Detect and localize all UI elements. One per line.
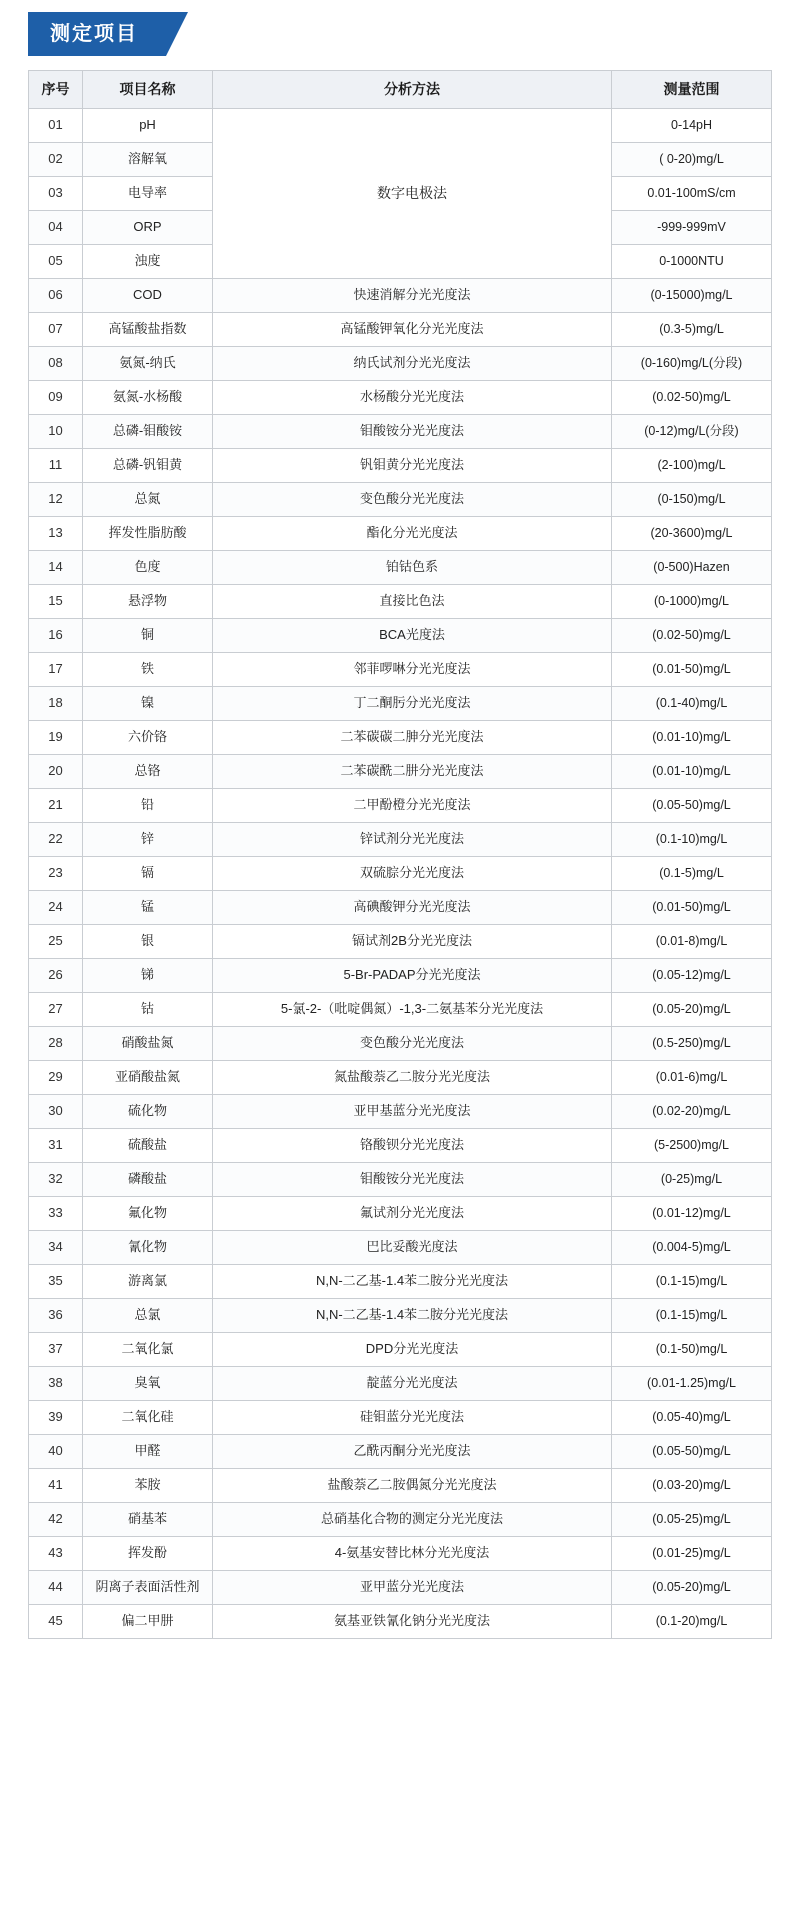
cell-item-name: 锰 xyxy=(83,891,213,925)
table-row xyxy=(29,789,772,823)
cell-no: 01 xyxy=(29,109,83,143)
cell-no: 04 xyxy=(29,211,83,245)
cell-no: 23 xyxy=(29,857,83,891)
table-row xyxy=(29,925,772,959)
cell-no: 19 xyxy=(29,721,83,755)
cell-no: 20 xyxy=(29,755,83,789)
cell-range: (20-3600)mg/L xyxy=(612,517,772,551)
cell-method: 水杨酸分光光度法 xyxy=(213,381,612,415)
cell-no: 43 xyxy=(29,1537,83,1571)
cell-no: 45 xyxy=(29,1605,83,1639)
cell-item-name: 挥发酚 xyxy=(83,1537,213,1571)
table-row xyxy=(29,959,772,993)
table-row xyxy=(29,1333,772,1367)
cell-item-name: 铅 xyxy=(83,789,213,823)
cell-item-name: 二氧化硅 xyxy=(83,1401,213,1435)
cell-method: 二苯碳碳二胂分光光度法 xyxy=(213,721,612,755)
table-row xyxy=(29,483,772,517)
cell-no: 11 xyxy=(29,449,83,483)
cell-method: 总硝基化合物的测定分光光度法 xyxy=(213,1503,612,1537)
column-header-name: 项目名称 xyxy=(83,71,213,109)
cell-item-name: 氰化物 xyxy=(83,1231,213,1265)
cell-item-name: 亚硝酸盐氮 xyxy=(83,1061,213,1095)
page-title: 测定项目 xyxy=(28,12,166,56)
cell-no: 05 xyxy=(29,245,83,279)
cell-no: 27 xyxy=(29,993,83,1027)
cell-no: 14 xyxy=(29,551,83,585)
cell-method: 直接比色法 xyxy=(213,585,612,619)
cell-method: 4-氨基安替比林分光光度法 xyxy=(213,1537,612,1571)
page-root xyxy=(0,12,800,1667)
table-row xyxy=(29,1435,772,1469)
cell-no: 44 xyxy=(29,1571,83,1605)
table-header-row xyxy=(29,71,772,109)
cell-method: 氟试剂分光光度法 xyxy=(213,1197,612,1231)
cell-range: (0.05-25)mg/L xyxy=(612,1503,772,1537)
cell-range: (0.01-8)mg/L xyxy=(612,925,772,959)
column-header-range: 测量范围 xyxy=(612,71,772,109)
cell-method: 5-Br-PADAP分光光度法 xyxy=(213,959,612,993)
table-row xyxy=(29,857,772,891)
cell-item-name: 游离氯 xyxy=(83,1265,213,1299)
table-row xyxy=(29,993,772,1027)
cell-range: (0.02-50)mg/L xyxy=(612,381,772,415)
cell-method: BCA光度法 xyxy=(213,619,612,653)
cell-range: 0.01-100mS/cm xyxy=(612,177,772,211)
page-header xyxy=(0,12,800,70)
table-row xyxy=(29,1129,772,1163)
table-row xyxy=(29,585,772,619)
cell-item-name: 六价铬 xyxy=(83,721,213,755)
cell-range: (0.01-1.25)mg/L xyxy=(612,1367,772,1401)
cell-no: 18 xyxy=(29,687,83,721)
cell-method: 巴比妥酸光度法 xyxy=(213,1231,612,1265)
cell-item-name: 总磷-钼酸铵 xyxy=(83,415,213,449)
cell-method: 盐酸萘乙二胺偶氮分光光度法 xyxy=(213,1469,612,1503)
table-row xyxy=(29,619,772,653)
column-header-method: 分析方法 xyxy=(213,71,612,109)
cell-no: 40 xyxy=(29,1435,83,1469)
table-row xyxy=(29,347,772,381)
cell-range: (0-15000)mg/L xyxy=(612,279,772,313)
cell-item-name: 臭氧 xyxy=(83,1367,213,1401)
cell-range: (0.3-5)mg/L xyxy=(612,313,772,347)
table-row xyxy=(29,381,772,415)
cell-range: (0.1-15)mg/L xyxy=(612,1299,772,1333)
cell-method-merged: 数字电极法 xyxy=(213,109,612,279)
cell-method: 靛蓝分光光度法 xyxy=(213,1367,612,1401)
cell-range: (2-100)mg/L xyxy=(612,449,772,483)
table-row xyxy=(29,415,772,449)
cell-no: 36 xyxy=(29,1299,83,1333)
cell-range: (0.05-12)mg/L xyxy=(612,959,772,993)
cell-method: 钼酸铵分光光度法 xyxy=(213,1163,612,1197)
cell-no: 09 xyxy=(29,381,83,415)
cell-no: 41 xyxy=(29,1469,83,1503)
table-row xyxy=(29,1061,772,1095)
table-row xyxy=(29,1503,772,1537)
cell-no: 03 xyxy=(29,177,83,211)
cell-item-name: 色度 xyxy=(83,551,213,585)
cell-no: 26 xyxy=(29,959,83,993)
cell-method: 高锰酸钾氧化分光光度法 xyxy=(213,313,612,347)
cell-method: 快速消解分光光度法 xyxy=(213,279,612,313)
cell-no: 15 xyxy=(29,585,83,619)
table-row xyxy=(29,1231,772,1265)
cell-item-name: 溶解氧 xyxy=(83,143,213,177)
table-row xyxy=(29,687,772,721)
table-row xyxy=(29,279,772,313)
cell-method: 钒钼黄分光光度法 xyxy=(213,449,612,483)
cell-range: (0.1-40)mg/L xyxy=(612,687,772,721)
table-row xyxy=(29,1095,772,1129)
table-row xyxy=(29,517,772,551)
cell-range: (0.05-50)mg/L xyxy=(612,789,772,823)
table-row xyxy=(29,449,772,483)
table-row xyxy=(29,551,772,585)
cell-range: (0-500)Hazen xyxy=(612,551,772,585)
cell-item-name: ORP xyxy=(83,211,213,245)
cell-range: (0.01-10)mg/L xyxy=(612,755,772,789)
cell-range: 0-1000NTU xyxy=(612,245,772,279)
table-row xyxy=(29,1367,772,1401)
cell-item-name: 二氧化氯 xyxy=(83,1333,213,1367)
measurement-items-table xyxy=(28,70,772,1639)
cell-range: (0.01-25)mg/L xyxy=(612,1537,772,1571)
cell-no: 21 xyxy=(29,789,83,823)
cell-range: (0.03-20)mg/L xyxy=(612,1469,772,1503)
cell-method: 纳氏试剂分光光度法 xyxy=(213,347,612,381)
table-row xyxy=(29,755,772,789)
cell-range: (0-160)mg/L(分段) xyxy=(612,347,772,381)
table-row xyxy=(29,1299,772,1333)
cell-no: 22 xyxy=(29,823,83,857)
cell-method: 氮盐酸萘乙二胺分光光度法 xyxy=(213,1061,612,1095)
column-header-no: 序号 xyxy=(29,71,83,109)
cell-range: (0.01-50)mg/L xyxy=(612,653,772,687)
cell-item-name: pH xyxy=(83,109,213,143)
cell-item-name: 硫酸盐 xyxy=(83,1129,213,1163)
table-row xyxy=(29,1027,772,1061)
cell-no: 29 xyxy=(29,1061,83,1095)
cell-method: N,N-二乙基-1.4苯二胺分光光度法 xyxy=(213,1299,612,1333)
cell-item-name: 硝酸盐氮 xyxy=(83,1027,213,1061)
cell-no: 17 xyxy=(29,653,83,687)
cell-range: (0.01-10)mg/L xyxy=(612,721,772,755)
cell-method: 高碘酸钾分光光度法 xyxy=(213,891,612,925)
cell-method: 亚甲蓝分光光度法 xyxy=(213,1571,612,1605)
cell-no: 06 xyxy=(29,279,83,313)
table-row xyxy=(29,1163,772,1197)
table-row xyxy=(29,653,772,687)
cell-range: (0.05-40)mg/L xyxy=(612,1401,772,1435)
cell-method: 铂钴色系 xyxy=(213,551,612,585)
cell-no: 38 xyxy=(29,1367,83,1401)
cell-item-name: 悬浮物 xyxy=(83,585,213,619)
cell-method: 变色酸分光光度法 xyxy=(213,1027,612,1061)
cell-range: (0.05-20)mg/L xyxy=(612,993,772,1027)
cell-item-name: 总磷-钒钼黄 xyxy=(83,449,213,483)
cell-no: 12 xyxy=(29,483,83,517)
table-row xyxy=(29,721,772,755)
cell-range: (0.01-12)mg/L xyxy=(612,1197,772,1231)
cell-method: 镉试剂2B分光光度法 xyxy=(213,925,612,959)
cell-item-name: 氨氮-水杨酸 xyxy=(83,381,213,415)
table-row xyxy=(29,823,772,857)
cell-range: (0.004-5)mg/L xyxy=(612,1231,772,1265)
cell-no: 13 xyxy=(29,517,83,551)
cell-range: ( 0-20)mg/L xyxy=(612,143,772,177)
cell-no: 16 xyxy=(29,619,83,653)
cell-item-name: 镍 xyxy=(83,687,213,721)
cell-no: 02 xyxy=(29,143,83,177)
cell-item-name: 苯胺 xyxy=(83,1469,213,1503)
cell-no: 35 xyxy=(29,1265,83,1299)
cell-method: 硅钼蓝分光光度法 xyxy=(213,1401,612,1435)
cell-item-name: 总氯 xyxy=(83,1299,213,1333)
cell-item-name: 总氮 xyxy=(83,483,213,517)
cell-method: 双硫腙分光光度法 xyxy=(213,857,612,891)
cell-item-name: 总铬 xyxy=(83,755,213,789)
cell-no: 24 xyxy=(29,891,83,925)
cell-item-name: 高锰酸盐指数 xyxy=(83,313,213,347)
table-row xyxy=(29,1605,772,1639)
cell-no: 08 xyxy=(29,347,83,381)
cell-method: 酯化分光光度法 xyxy=(213,517,612,551)
cell-method: 锌试剂分光光度法 xyxy=(213,823,612,857)
cell-no: 42 xyxy=(29,1503,83,1537)
cell-range: (0.05-50)mg/L xyxy=(612,1435,772,1469)
cell-item-name: 浊度 xyxy=(83,245,213,279)
cell-no: 30 xyxy=(29,1095,83,1129)
cell-range: (0.5-250)mg/L xyxy=(612,1027,772,1061)
cell-method: N,N-二乙基-1.4苯二胺分光光度法 xyxy=(213,1265,612,1299)
cell-method: 二苯碳酰二肼分光光度法 xyxy=(213,755,612,789)
cell-range: -999-999mV xyxy=(612,211,772,245)
table-row xyxy=(29,1537,772,1571)
table-row xyxy=(29,1401,772,1435)
cell-no: 34 xyxy=(29,1231,83,1265)
cell-no: 28 xyxy=(29,1027,83,1061)
table-body xyxy=(29,109,772,1639)
cell-range: (0.1-5)mg/L xyxy=(612,857,772,891)
cell-range: (0.01-50)mg/L xyxy=(612,891,772,925)
cell-method: 丁二酮肟分光光度法 xyxy=(213,687,612,721)
cell-no: 32 xyxy=(29,1163,83,1197)
cell-method: 钼酸铵分光光度法 xyxy=(213,415,612,449)
cell-range: (5-2500)mg/L xyxy=(612,1129,772,1163)
cell-item-name: 镉 xyxy=(83,857,213,891)
cell-item-name: 磷酸盐 xyxy=(83,1163,213,1197)
cell-item-name: 硝基苯 xyxy=(83,1503,213,1537)
cell-item-name: 挥发性脂肪酸 xyxy=(83,517,213,551)
cell-range: (0.1-20)mg/L xyxy=(612,1605,772,1639)
cell-range: (0.02-20)mg/L xyxy=(612,1095,772,1129)
cell-range: (0.05-20)mg/L xyxy=(612,1571,772,1605)
table-row xyxy=(29,109,772,143)
table-row xyxy=(29,891,772,925)
cell-method: 变色酸分光光度法 xyxy=(213,483,612,517)
spec-table-container xyxy=(0,70,800,1667)
cell-method: 亚甲基蓝分光光度法 xyxy=(213,1095,612,1129)
table-row xyxy=(29,1571,772,1605)
cell-method: 5-氯-2-（吡啶偶氮）-1,3-二氨基苯分光光度法 xyxy=(213,993,612,1027)
cell-item-name: 铁 xyxy=(83,653,213,687)
cell-method: 邻菲啰啉分光光度法 xyxy=(213,653,612,687)
cell-item-name: 锌 xyxy=(83,823,213,857)
cell-item-name: 银 xyxy=(83,925,213,959)
cell-method: 乙酰丙酮分光光度法 xyxy=(213,1435,612,1469)
cell-method: 氨基亚铁氰化钠分光光度法 xyxy=(213,1605,612,1639)
cell-item-name: 阴离子表面活性剂 xyxy=(83,1571,213,1605)
cell-no: 39 xyxy=(29,1401,83,1435)
cell-item-name: 钴 xyxy=(83,993,213,1027)
cell-no: 10 xyxy=(29,415,83,449)
cell-item-name: 铜 xyxy=(83,619,213,653)
cell-range: (0-12)mg/L(分段) xyxy=(612,415,772,449)
cell-range: (0.1-50)mg/L xyxy=(612,1333,772,1367)
cell-method: 二甲酚橙分光光度法 xyxy=(213,789,612,823)
cell-item-name: 偏二甲肼 xyxy=(83,1605,213,1639)
cell-range: (0.02-50)mg/L xyxy=(612,619,772,653)
cell-range: (0-1000)mg/L xyxy=(612,585,772,619)
cell-item-name: 锑 xyxy=(83,959,213,993)
cell-method: 铬酸钡分光光度法 xyxy=(213,1129,612,1163)
cell-range: (0.1-15)mg/L xyxy=(612,1265,772,1299)
cell-range: 0-14pH xyxy=(612,109,772,143)
cell-range: (0.1-10)mg/L xyxy=(612,823,772,857)
cell-item-name: 氟化物 xyxy=(83,1197,213,1231)
cell-no: 25 xyxy=(29,925,83,959)
cell-item-name: 电导率 xyxy=(83,177,213,211)
cell-item-name: COD xyxy=(83,279,213,313)
cell-no: 07 xyxy=(29,313,83,347)
cell-no: 33 xyxy=(29,1197,83,1231)
cell-item-name: 氨氮-纳氏 xyxy=(83,347,213,381)
cell-no: 37 xyxy=(29,1333,83,1367)
cell-item-name: 硫化物 xyxy=(83,1095,213,1129)
cell-no: 31 xyxy=(29,1129,83,1163)
table-row xyxy=(29,1197,772,1231)
cell-item-name: 甲醛 xyxy=(83,1435,213,1469)
cell-range: (0-150)mg/L xyxy=(612,483,772,517)
cell-range: (0.01-6)mg/L xyxy=(612,1061,772,1095)
cell-range: (0-25)mg/L xyxy=(612,1163,772,1197)
cell-method: DPD分光光度法 xyxy=(213,1333,612,1367)
table-row xyxy=(29,313,772,347)
table-header xyxy=(29,71,772,109)
table-row xyxy=(29,1265,772,1299)
table-row xyxy=(29,1469,772,1503)
